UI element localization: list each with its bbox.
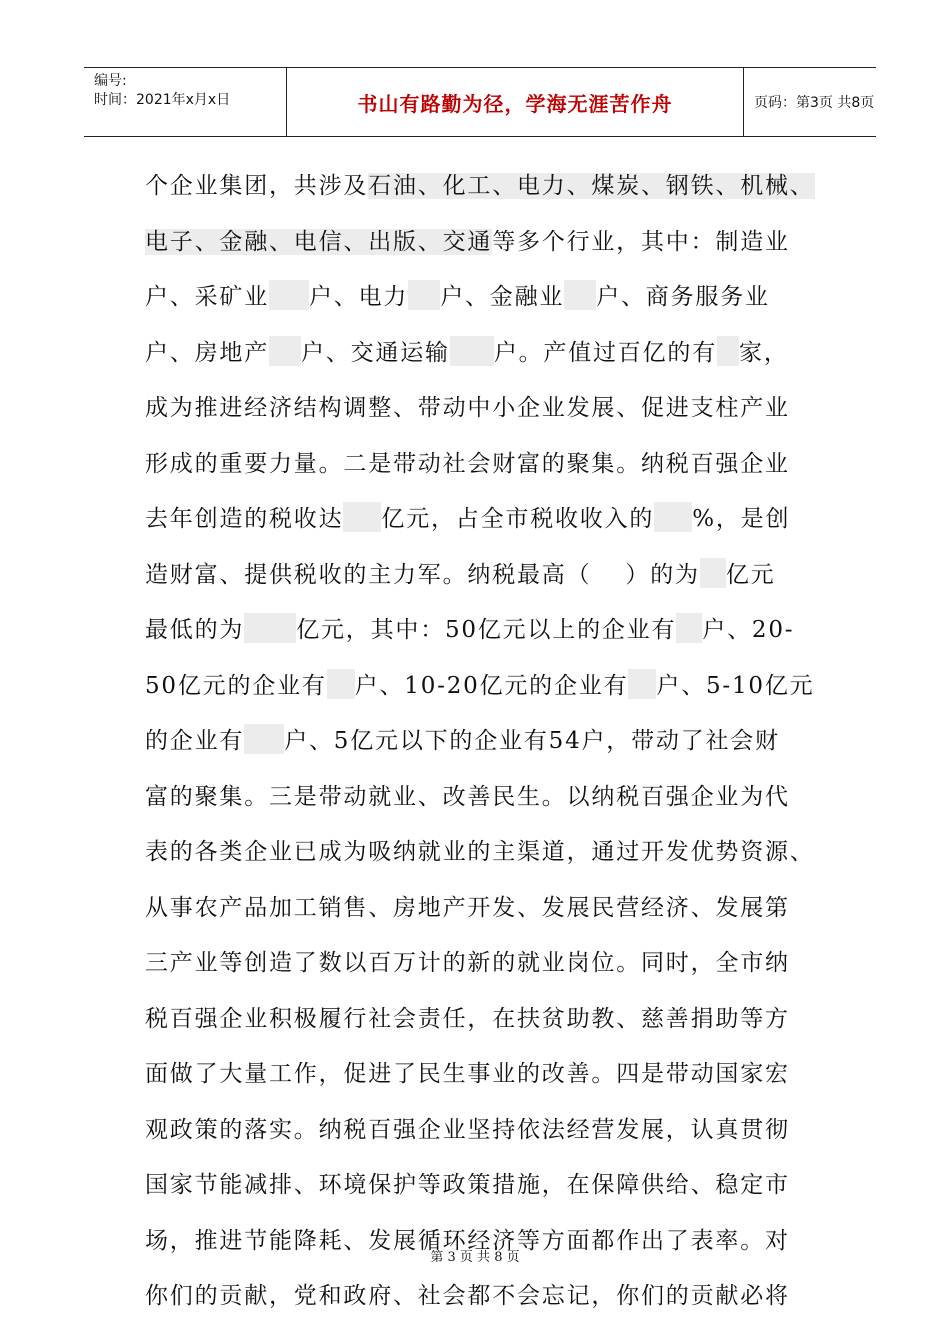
text-run: 等多个行业，其中：制造业 xyxy=(492,228,790,255)
text-line xyxy=(145,1278,845,1334)
text-run: 户、20- xyxy=(702,617,795,643)
text-run: 户、采矿业 xyxy=(145,284,269,310)
text-line xyxy=(145,1112,845,1168)
blank-field xyxy=(700,558,726,588)
document-number-label: 编号: xyxy=(94,73,127,89)
header-meta-cell xyxy=(84,68,287,136)
text-run: 最低的为 xyxy=(145,617,245,643)
text-line xyxy=(145,723,845,779)
text-run: 面做了大量工作，促进了民生事业的改善。四是带动国家宏 xyxy=(145,1061,790,1087)
blank-field xyxy=(244,613,296,643)
text-run: 成为推进经济结构调整、带动中小企业发展、促进支柱产业 xyxy=(145,395,790,421)
text-run: 的企业有 xyxy=(145,728,245,754)
text-run: 亿元，占全市税收收入的 xyxy=(381,506,655,532)
text-line xyxy=(145,446,845,502)
text-line xyxy=(145,168,845,224)
text-line xyxy=(145,224,845,280)
text-line xyxy=(145,279,845,335)
text-run: %，是创 xyxy=(692,506,791,532)
text-run: 家， xyxy=(739,339,789,366)
highlighted-text: 石油、化工、电力、煤炭、钢铁、机械、 xyxy=(368,173,815,199)
text-run: 你们的贡献，党和政府、社会都不会忘记，你们的贡献必将 xyxy=(145,1283,790,1309)
text-run: 亿元 xyxy=(725,561,776,588)
text-run: 户、10-20亿元的企业有 xyxy=(354,672,629,699)
text-run: 从事农产品加工销售、房地产开发、发展民营经济、发展第 xyxy=(145,894,790,921)
text-run: 户、房地产 xyxy=(145,339,269,366)
text-run: 税百强企业积极履行社会责任，在扶贫助教、慈善捐助等方 xyxy=(145,1005,790,1032)
text-run: 户、交通运输 xyxy=(301,339,450,366)
text-run: 户、5-10亿元 xyxy=(656,672,815,699)
text-run: 国家节能减排、环境保护等政策措施，在保障供给、稳定市 xyxy=(145,1172,790,1198)
document-body xyxy=(145,168,845,1334)
blank-field xyxy=(343,502,381,532)
text-line xyxy=(145,1167,845,1223)
text-run: 亿元，其中：50亿元以上的企业有 xyxy=(296,617,677,643)
blank-field xyxy=(676,613,702,643)
text-run: 户、商务服务业 xyxy=(596,284,770,310)
text-run: 三产业等创造了数以百万计的新的就业岗位。同时，全市纳 xyxy=(145,950,790,976)
text-run: 户、5亿元以下的企业有54户，带动了社会财 xyxy=(284,728,780,754)
text-line xyxy=(145,1001,845,1057)
blank-field xyxy=(628,669,656,699)
text-line xyxy=(145,834,845,890)
text-line xyxy=(145,612,845,668)
text-run: 户、金融业 xyxy=(440,284,565,310)
text-run: 个企业集团，共涉及 xyxy=(145,173,369,199)
text-line xyxy=(145,557,845,613)
text-line xyxy=(145,390,845,446)
text-run: 表的各类企业已成为吸纳就业的主渠道，通过开发优势资源、 xyxy=(145,839,815,865)
blank-field xyxy=(269,336,301,366)
blank-field xyxy=(450,336,494,366)
page-footer: 第 3 页 共 8 页 xyxy=(430,1250,520,1265)
header-page-info: 页码：第3页 共8页 xyxy=(754,95,875,111)
header-motto: 书山有路勤为径，学海无涯苦作舟 xyxy=(287,68,744,136)
blank-field xyxy=(564,280,596,310)
text-run: 场，推进节能降耗、发展循环经济等方面都作出了表率。对 xyxy=(145,1227,790,1254)
blank-field xyxy=(591,558,625,588)
text-line xyxy=(145,501,845,557)
blank-field xyxy=(244,724,284,754)
text-run: 户、电力 xyxy=(309,284,409,310)
text-run: 形成的重要力量。二是带动社会财富的聚集。纳税百强企业 xyxy=(145,450,790,477)
text-run: 造财富、提供税收的主力军。纳税最高（ xyxy=(145,561,592,588)
text-run: 去年创造的税收达 xyxy=(145,506,344,532)
text-line xyxy=(145,890,845,946)
highlighted-text: 电子、金融、电信、出版、交通 xyxy=(145,228,493,255)
text-line xyxy=(145,335,845,391)
blank-field xyxy=(717,336,739,366)
text-line xyxy=(145,1056,845,1112)
text-run: 户。产值过百亿的有 xyxy=(493,339,718,366)
text-run: ）的为 xyxy=(625,561,700,588)
blank-field xyxy=(654,502,692,532)
text-run: 观政策的落实。纳税百强企业坚持依法经营发展，认真贯彻 xyxy=(145,1116,790,1143)
blank-field xyxy=(327,669,355,699)
page-header xyxy=(84,67,876,137)
blank-field xyxy=(269,280,309,310)
blank-field xyxy=(408,280,440,310)
text-line xyxy=(145,668,845,724)
text-run: 富的聚集。三是带动就业、改善民生。以纳税百强企业为代 xyxy=(145,783,790,810)
text-line xyxy=(145,945,845,1001)
text-line xyxy=(145,779,845,835)
text-run: 50亿元的企业有 xyxy=(145,672,327,699)
document-time-label: 时间：2021年x月x日 xyxy=(94,92,231,108)
